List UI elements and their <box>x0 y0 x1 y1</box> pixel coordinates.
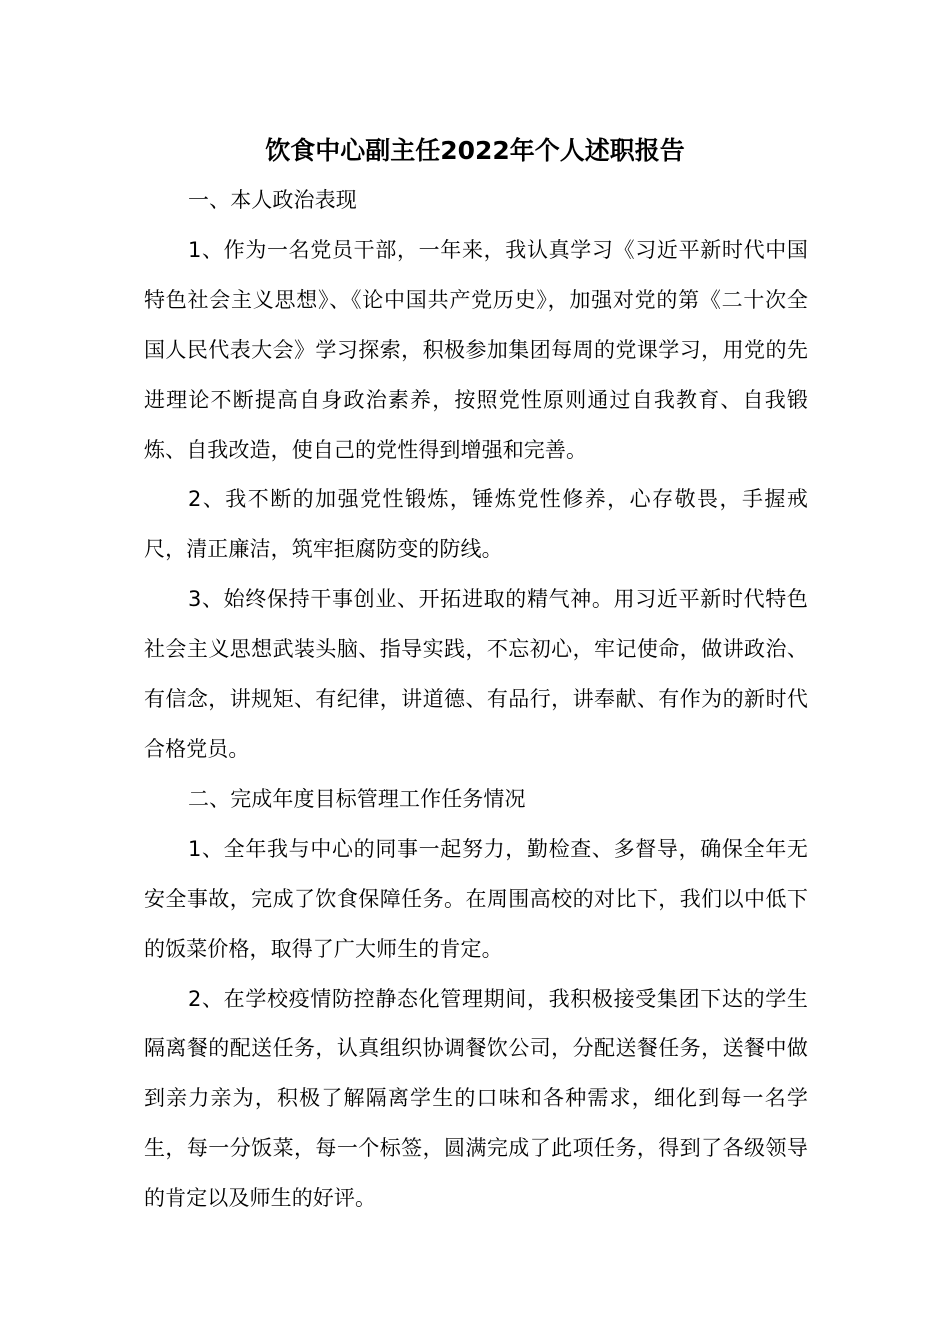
paragraph-spirit: 3、始终保持干事创业、开拓进取的精气神。用习近平新时代特色社会主义思想武装头脑、指导实践，不忘初心，牢记使命，做讲政治、有信念，讲规矩、有纪律，讲道德、有品行，讲奉献、有作为的新时代合格党员。 <box>144 587 808 761</box>
paragraph-isolation-meals: 2、在学校疫情防控静态化管理期间，我积极接受集团下达的学生隔离餐的配送任务，认真组织协调餐饮公司，分配送餐任务，送餐中做到亲力亲为，积极了解隔离学生的口味和各种需求，细化到每一名学生，每一分饭菜，每一个标签，圆满完成了此项任务，得到了各级领导的肯定以及师生的好评。 <box>144 986 808 1211</box>
section-heading-political: 一、本人政治表现 <box>188 188 357 212</box>
document-body <box>144 176 808 1224</box>
paragraph-study: 1、作为一名党员干部，一年来，我认真学习《习近平新时代中国特色社会主义思想》、《论中国共产党历史》，加强对党的第《二十次全国人民代表大会》学习探索，积极参加集团每周的党课学习，用党的先进理论不断提高自身政治素养，按照党性原则通过自我教育、自我锻炼、自我改造，使自己的党性得到增强和完善。 <box>144 237 808 462</box>
paragraph-discipline: 2、我不断的加强党性锻炼，锤炼党性修养，心存敬畏，手握戒尺，清正廉洁，筑牢拒腐防变的防线。 <box>144 487 808 562</box>
section-heading-tasks: 二、完成年度目标管理工作任务情况 <box>188 786 526 811</box>
paragraph-safety: 1、全年我与中心的同事一起努力，勤检查、多督导，确保全年无安全事故，完成了饮食保障任务。在周围高校的对比下，我们以中低下的饭菜价格，取得了广大师生的肯定。 <box>144 836 808 961</box>
document-title: 饮食中心副主任2022年个人述职报告 <box>265 136 685 165</box>
